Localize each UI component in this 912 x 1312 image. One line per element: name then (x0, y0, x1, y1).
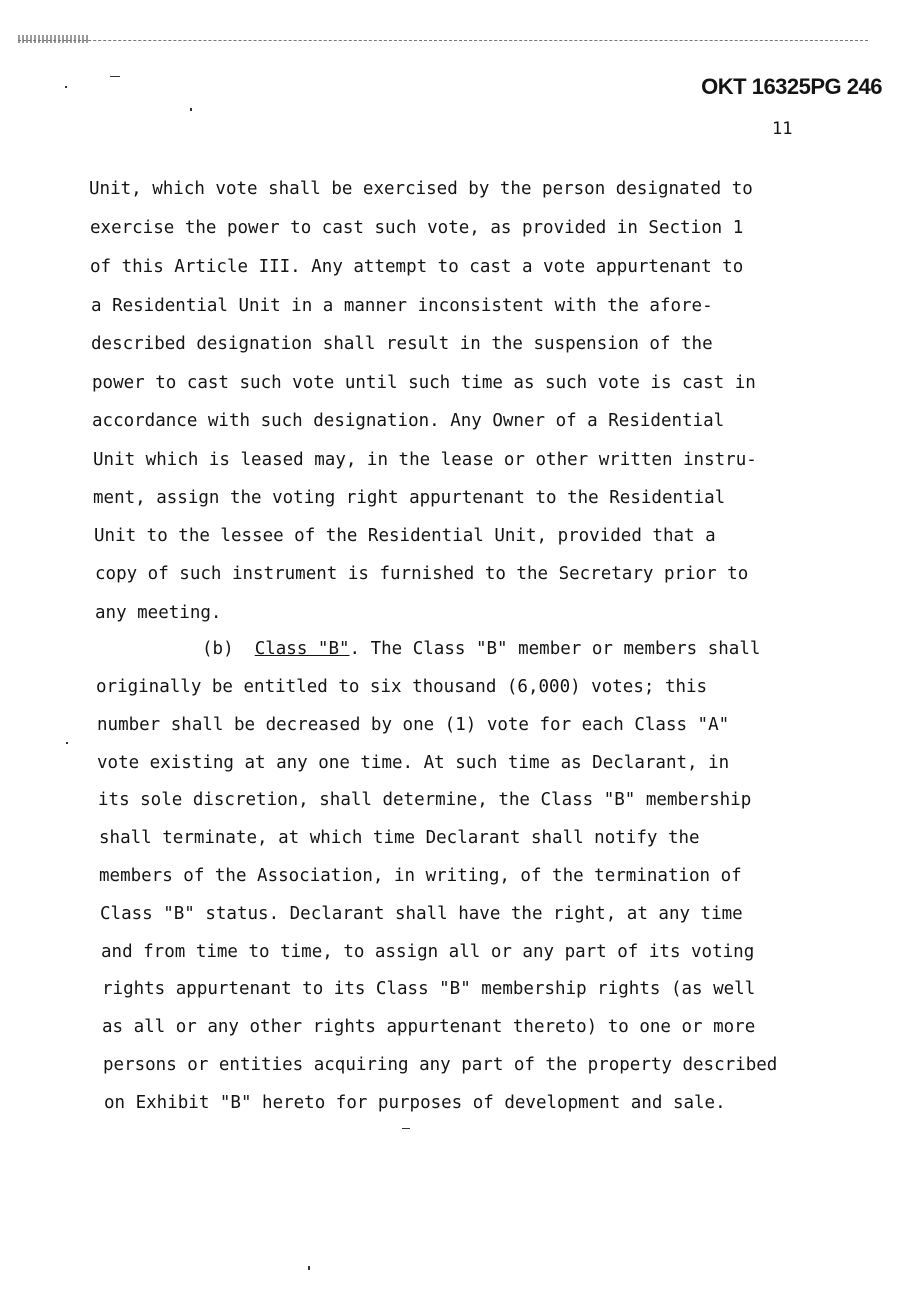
body-line: and from time to time, to assign all or any part of its voting (101, 942, 755, 962)
body-line: ment, assign the voting right appurtenant to the Residential (93, 488, 726, 508)
body-line: number shall be decreased by one (1) vote for each Class "A" (97, 715, 730, 735)
page-number: 11 (772, 119, 793, 139)
body-line: power to cast such vote until such time as such vote is cast in (92, 373, 756, 393)
body-line: of this Article III. Any attempt to cast a vote appurtenant to (90, 257, 744, 277)
body-line: vote existing at any one time. At such time as Declarant, in (97, 753, 730, 773)
body-line: a Residential Unit in a manner inconsistent with the afore- (91, 296, 713, 316)
scan-speck (110, 76, 120, 77)
scan-speck (190, 108, 192, 111)
body-line: Unit which is leased may, in the lease or other written instru- (93, 450, 757, 470)
body-line: its sole discretion, shall determine, the Class "B" membership (98, 790, 752, 810)
body-line: members of the Association, in writing, of the termination of (99, 866, 742, 886)
body-line: any meeting. (95, 603, 222, 623)
body-line: described designation shall result in the suspension of the (91, 334, 713, 354)
body-line: persons or entities acquiring any part of the property described (103, 1055, 778, 1075)
scan-artifact-rule (18, 40, 868, 42)
body-line: copy of such instrument is furnished to the Secretary prior to (95, 564, 749, 584)
body-line: as all or any other rights appurtenant thereto) to one or more (102, 1017, 756, 1037)
body-line: Unit to the lessee of the Residential Unit, provided that a (94, 526, 716, 546)
book-page-reference: OKT 16325PG 246 (701, 74, 882, 99)
section-b-first-line (202, 639, 760, 659)
body-line: Class "B" status. Declarant shall have the right, at any time (100, 904, 743, 924)
section-b-lead: . The Class "B" member or members shall (349, 639, 761, 659)
scan-speck (308, 1266, 310, 1270)
body-line: exercise the power to cast such vote, as provided in Section 1 (90, 218, 744, 238)
body-line: originally be entitled to six thousand (6,000) votes; this (96, 677, 708, 697)
body-line: Unit, which vote shall be exercised by the person designated to (89, 179, 753, 199)
body-line: shall terminate, at which time Declarant shall notify the (99, 828, 700, 848)
body-line: accordance with such designation. Any Owner of a Residential (92, 411, 725, 431)
scan-speck (402, 1128, 410, 1129)
section-b-marker: (b) (202, 639, 234, 659)
body-line: rights appurtenant to its Class "B" membership rights (as well (102, 979, 756, 999)
section-b-heading: Class "B" (254, 639, 350, 659)
scan-speck (66, 742, 68, 744)
scan-speck (65, 86, 67, 88)
body-line: on Exhibit "B" hereto for purposes of development and sale. (104, 1093, 726, 1113)
